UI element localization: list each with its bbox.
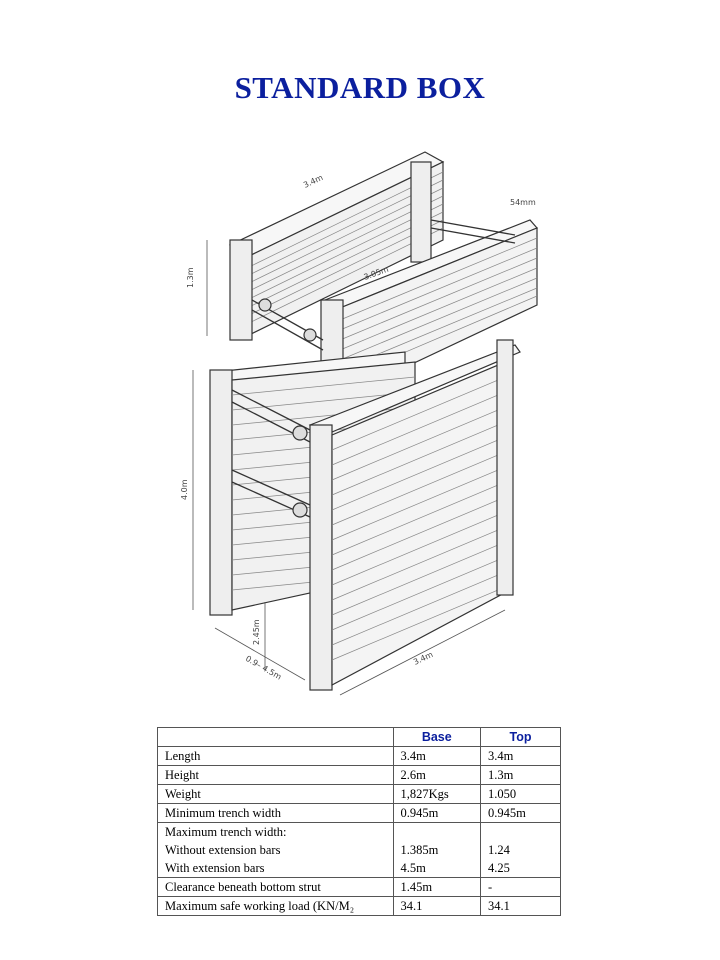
top-value: - (481, 878, 561, 897)
dim-label-strut: 3.05m (362, 264, 390, 282)
row-label: Weight (158, 785, 394, 804)
row-label: With extension bars (158, 859, 394, 878)
row-label: Length (158, 747, 394, 766)
dim-label-clearance: 2.45m (252, 619, 261, 645)
base-value: 1,827Kgs (393, 785, 481, 804)
dim-label-base-height: 4.0m (180, 479, 189, 500)
top-value: 1.24 (488, 842, 510, 857)
row-label: Height (158, 766, 394, 785)
column-header-label (158, 728, 394, 747)
top-value (481, 823, 561, 842)
table-row (158, 897, 561, 916)
trench-box-drawing (175, 140, 570, 705)
column-header-base: Base (393, 728, 481, 747)
base-value: 2.6m (393, 766, 481, 785)
page-title: STANDARD BOX (234, 70, 486, 105)
base-value: 3.4m (393, 747, 481, 766)
column-header-top: Top (481, 728, 561, 747)
top-value: 4.25 (488, 860, 510, 875)
dim-label-width: 0.9– 4.5m (244, 653, 283, 682)
row-label: Maximum safe working load (KN/M₂ (158, 897, 394, 916)
base-value: 0.945m (393, 804, 481, 823)
top-value: 1.050 (481, 785, 561, 804)
table-row (158, 823, 561, 842)
dim-label-top-length: 3.4m (302, 172, 325, 190)
dim-label-top-height: 1.3m (186, 267, 195, 288)
row-label: Clearance beneath bottom strut (158, 878, 394, 897)
base-value: 4.5m (393, 859, 481, 878)
table-row (158, 785, 561, 804)
specification-table (157, 727, 561, 916)
base-value (393, 823, 481, 842)
table-row (158, 804, 561, 823)
top-value: 0.945m (481, 804, 561, 823)
row-label: Maximum trench width: (158, 823, 394, 842)
base-value: 34.1 (393, 897, 481, 916)
table-row (158, 878, 561, 897)
row-label: Without extension bars (158, 841, 394, 859)
table-header-row (158, 728, 561, 747)
dim-label-thickness: 54mm (510, 198, 536, 207)
top-value: 34.1 (481, 897, 561, 916)
base-value: 1.45m (393, 878, 481, 897)
row-label: Minimum trench width (158, 804, 394, 823)
table-row (158, 859, 561, 878)
dim-label-base-length: 3.4m (412, 649, 435, 667)
top-value: 1.3m (481, 766, 561, 785)
table-row (158, 841, 561, 859)
table-row (158, 747, 561, 766)
base-value: 1.385m (393, 841, 481, 859)
top-value: 3.4m (481, 747, 561, 766)
table-row (158, 766, 561, 785)
